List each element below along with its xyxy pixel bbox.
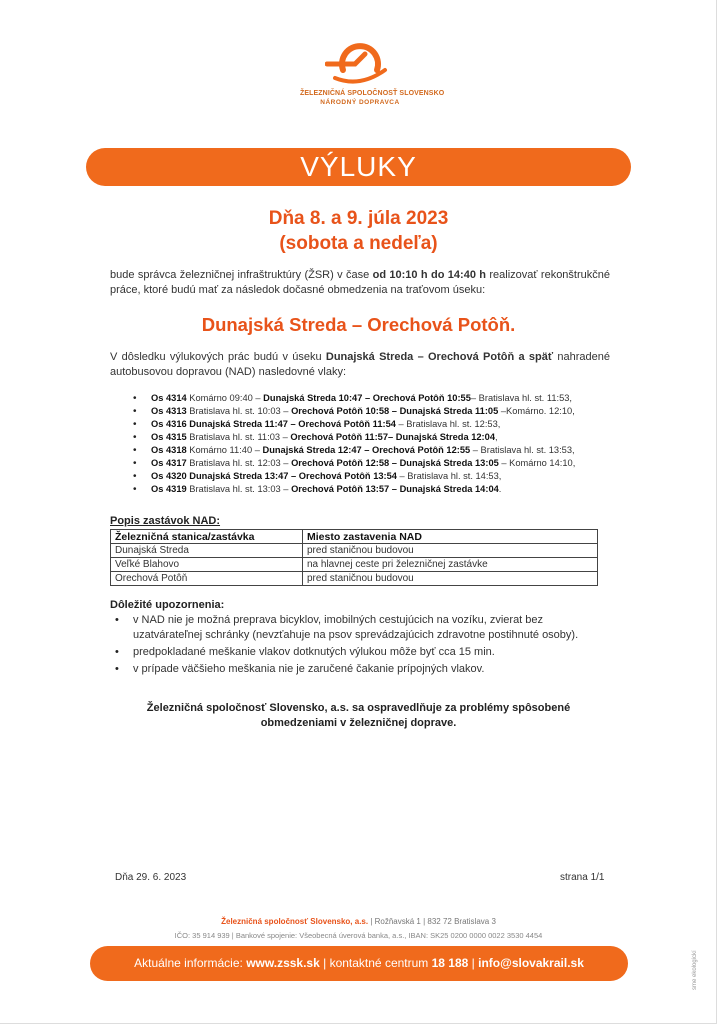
issue-date: Dňa 29. 6. 2023 [115, 872, 187, 883]
stop-place: pred staničnou budovou [303, 572, 598, 586]
train-bold-text: Os 4320 Dunajská Streda 13:47 – Orechová Potôň 13:54 [151, 471, 397, 481]
train-text: Bratislava hl. st. 10:03 – [186, 406, 292, 416]
list-item [133, 392, 633, 405]
stop-station: Orechová Potôň [111, 572, 303, 586]
zssk-logo-icon [325, 40, 395, 88]
replacement-paragraph [110, 350, 610, 380]
train-text: , [495, 432, 498, 442]
replacement-text: V dôsledku výlukových prác budú v úseku [110, 351, 326, 363]
list-item [133, 457, 633, 470]
notes-title: Dôležité upozornenia: [110, 599, 225, 611]
table-row [111, 558, 598, 572]
list-item: • v NAD nie je možná preprava bicyklov, imobilných cestujúcich na vozíku, zvierat bez uzatváratеľnej schránky (nevzťahuje na psov sprevádzajúcich zdravotne postihnuté osoby). [115, 613, 605, 643]
train-bold-text: Os 4316 Dunajská Streda 11:47 – Orechová Potôň 11:54 [151, 419, 396, 429]
logo-line1: ŽELEZNIČNÁ SPOLOČNOSŤ SLOVENSKO [300, 90, 445, 97]
train-bold-text: Dunajská Streda 12:47 – Orechová Potôň 12:55 [262, 445, 471, 455]
table-row [111, 544, 598, 558]
zssk-logo [300, 40, 445, 106]
train-bold-text: Os 4314 [151, 393, 187, 403]
contact-label: | kontaktné centrum [319, 956, 432, 970]
apology-text [0, 701, 717, 731]
company-name: Železničná spoločnosť Slovensko, a.s. [221, 917, 369, 926]
stops-title: Popis zastávok NAD: [110, 515, 221, 527]
date-title-line2: (sobota a nedeľa) [279, 233, 438, 254]
intro-text-end: realizovať rekonštrukčné práce, ktoré budú mať za následok dočasné obmedzenia na traťovom úseku: [110, 269, 610, 296]
phone-number[interactable]: 18 188 [431, 956, 469, 970]
train-text: Bratislava hl. st. 12:03 – [186, 458, 292, 468]
list-item: • v prípade väčšieho meškania nie je zaručené čakanie prípojných vlakov. [115, 662, 605, 677]
train-bold-text: Orechová Potôň 12:58 – Dunajská Streda 13:05 [291, 458, 499, 468]
train-text: – Bratislava hl. st. 13:53, [470, 445, 575, 455]
train-bold-text: Os 4318 [151, 445, 187, 455]
train-list [133, 392, 633, 496]
train-bold-text: Os 4317 [151, 458, 187, 468]
intro-text: bude správca železničnej infraštruktúry (ŽSR) v čase [110, 269, 373, 281]
train-text: Bratislava hl. st. 11:03 – [186, 432, 291, 442]
train-bold-text: Orechová Potôň 10:58 – Dunajská Streda 11:05 [291, 406, 499, 416]
separator: | [468, 956, 479, 970]
train-bold-text: Os 4313 [151, 406, 187, 416]
notes-list [115, 613, 605, 679]
info-label: Aktuálne informácie: [134, 956, 247, 970]
train-bold-text: Orechová Potôň 13:57 – Dunajská Streda 14:04 [291, 484, 499, 494]
company-ids: IČO: 35 914 939 | Bankové spojenie: Všeobecná úverová banka, a.s., IBAN: SK25 0200 0000 0022 3530 4454 [174, 931, 543, 940]
train-text: Komárno 09:40 – [186, 393, 264, 403]
stops-header-place: Miesto zastavenia NAD [303, 530, 598, 544]
intro-time: od 10:10 h do 14:40 h [372, 269, 487, 281]
contact-bar [90, 946, 628, 981]
train-text: Bratislava hl. st. 13:03 – [186, 484, 292, 494]
train-text: – Bratislava hl. st. 14:53, [396, 471, 502, 481]
company-address: | Rožňavská 1 | 832 72 Bratislava 3 [368, 917, 496, 926]
logo-line2: NÁRODNÝ DOPRAVCA [320, 99, 400, 106]
stops-header-row [111, 530, 598, 544]
stop-place: na hlavnej ceste pri železničnej zastávke [303, 558, 598, 572]
title-banner: VÝLUKY [86, 148, 631, 186]
train-bold-text: Os 4319 [151, 484, 187, 494]
company-info [0, 917, 717, 926]
page-number: strana 1/1 [560, 872, 605, 883]
list-item [133, 483, 633, 496]
list-item [133, 444, 633, 457]
route-title: Dunajská Streda – Orechová Potôň. [201, 314, 516, 335]
date-title-line1: Dňa 8. a 9. júla 2023 [268, 208, 449, 229]
list-item [133, 431, 633, 444]
train-bold-text: Orechová Potôň 11:57– Dunajská Streda 12:04 [290, 432, 495, 442]
table-row [111, 572, 598, 586]
train-bold-text: Dunajská Streda 10:47 – Orechová Potôň 10:55 [263, 393, 471, 403]
stops-table [110, 529, 598, 586]
train-text: – Bratislava hl. st. 11:53, [470, 393, 573, 403]
website-link[interactable]: www.zssk.sk [246, 956, 320, 970]
list-item [133, 470, 633, 483]
eco-note: sme ekologickí [692, 950, 698, 990]
email-link[interactable]: info@slovakrail.sk [478, 956, 584, 970]
list-item [133, 405, 633, 418]
replacement-text-end: nahradené autobusovou dopravou (NAD) nasledovné vlaky: [110, 351, 610, 378]
intro-paragraph [110, 268, 610, 298]
stop-station: Veľké Blahovo [111, 558, 303, 572]
stops-header-station: Železničná stanica/zastávka [111, 530, 303, 544]
replacement-route: Dunajská Streda – Orechová Potôň a späť [325, 351, 554, 363]
apology-line2: obmedzeniami v železničnej doprave. [260, 717, 457, 729]
train-text: – Bratislava hl. st. 12:53, [395, 419, 501, 429]
stop-station: Dunajská Streda [111, 544, 303, 558]
stop-place: pred staničnou budovou [303, 544, 598, 558]
train-text: – Komárno 14:10, [498, 458, 576, 468]
train-bold-text: Os 4315 [151, 432, 187, 442]
apology-line1: Železničná spoločnosť Slovensko, a.s. sa ospravedlňuje za problémy spôsobené [146, 702, 571, 714]
train-text: . [498, 484, 502, 494]
list-item [133, 418, 633, 431]
train-text: –Komárno. 12:10, [498, 406, 575, 416]
list-item: • predpokladané meškanie vlakov dotknutých výlukou môže byť cca 15 min. [115, 645, 605, 660]
train-text: Komárno 11:40 – [186, 445, 263, 455]
